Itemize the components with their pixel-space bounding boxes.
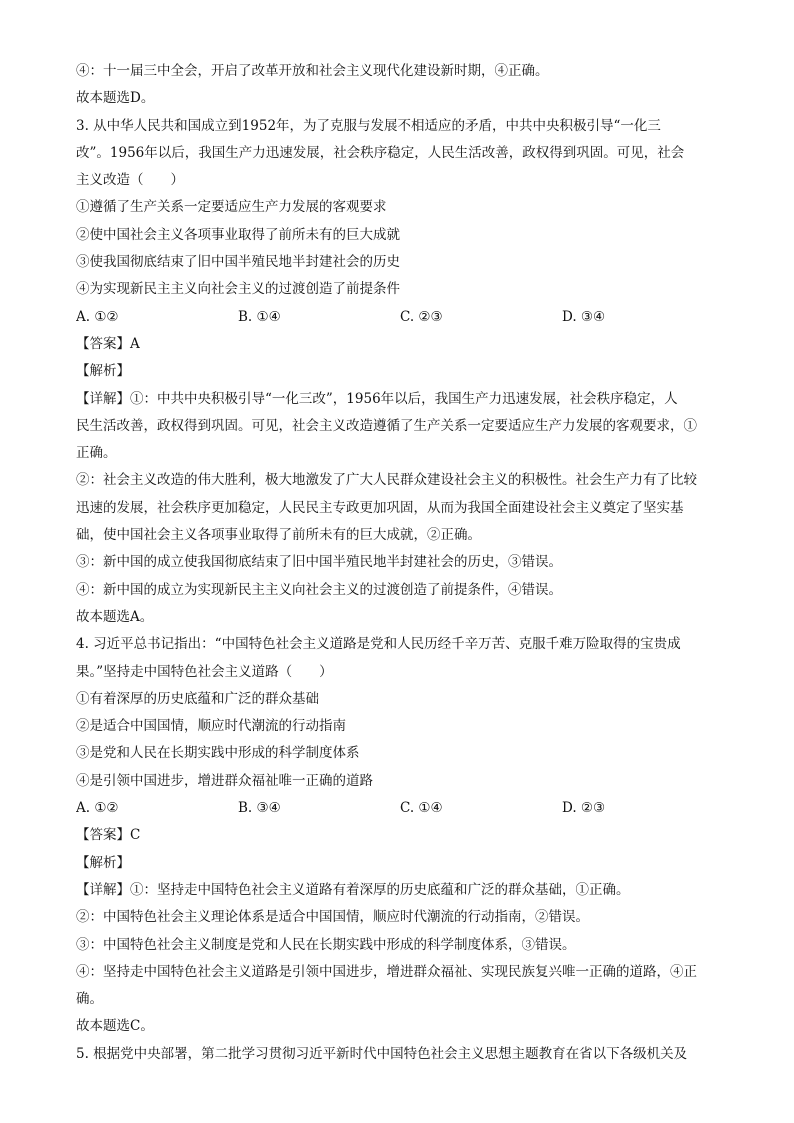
q3-option-b: B. ①④ xyxy=(238,308,281,325)
q3-detail-line-8: ④：新中国的成立为实现新民主主义向社会主义的过渡创造了前提条件，④错误。 xyxy=(76,581,562,598)
q3-analysis-heading: 【解析】 xyxy=(76,363,130,380)
q4-detail-line-2: ②：中国特色社会主义理论体系是适合中国国情，顺应时代潮流的行动指南，②错误。 xyxy=(76,909,589,926)
q3-detail-line-1: 【详解】①：中共中央积极引导“一化三改”，1956年以后，我国生产力迅速发展，社会秩序稳定，人 xyxy=(76,390,678,407)
prev-conclusion: 故本题选D。 xyxy=(76,90,155,107)
q3-option-c: C. ②③ xyxy=(400,308,443,325)
q4-stem-line-1: 4. 习近平总书记指出：“中国特色社会主义道路是党和人民历经千辛万苦、克服千难万险取得的宝贵成 xyxy=(76,636,681,653)
q4-stem-line-2: 果。”坚持走中国特色社会主义道路（ ） xyxy=(76,663,333,680)
q3-detail-line-6: 础，使中国社会主义各项事业取得了前所未有的巨大成就，②正确。 xyxy=(76,527,481,544)
q3-statement-1: ①遵循了生产关系一定要适应生产力发展的客观要求 xyxy=(76,199,387,216)
q3-option-a: A. ①② xyxy=(76,308,119,325)
q4-conclusion: 故本题选C。 xyxy=(76,1018,154,1035)
q4-option-a: A. ①② xyxy=(76,800,119,817)
q4-options xyxy=(76,795,726,822)
q3-statement-3: ③使我国彻底结束了旧中国半殖民地半封建社会的历史 xyxy=(76,254,400,271)
q4-answer: 【答案】C xyxy=(76,827,141,844)
q3-statement-2: ②使中国社会主义各项事业取得了前所未有的巨大成就 xyxy=(76,226,400,243)
q4-option-b: B. ③④ xyxy=(238,800,281,817)
q3-answer: 【答案】A xyxy=(76,335,140,352)
q3-detail-line-4: ②：社会主义改造的伟大胜利，极大地激发了广大人民群众建设社会主义的积极性。社会生产力有了比较 xyxy=(76,472,697,489)
q4-statement-1: ①有着深厚的历史底蕴和广泛的群众基础 xyxy=(76,690,319,707)
q4-statement-2: ②是适合中国国情，顺应时代潮流的行动指南 xyxy=(76,718,346,735)
q4-detail-line-1: 【详解】①：坚持走中国特色社会主义道路有着深厚的历史底蕴和广泛的群众基础，①正确。 xyxy=(76,881,630,898)
q3-detail-line-7: ③：新中国的成立使我国彻底结束了旧中国半殖民地半封建社会的历史，③错误。 xyxy=(76,554,562,571)
q3-statement-4: ④为实现新民主主义向社会主义的过渡创造了前提条件 xyxy=(76,281,400,298)
q4-detail-line-4: ④：坚持走中国特色社会主义道路是引领中国进步，增进群众福祉、实现民族复兴唯一正确的道路，④正 xyxy=(76,963,697,980)
document-page xyxy=(76,58,726,1068)
q3-option-d: D. ③④ xyxy=(562,308,606,325)
q3-detail-line-5: 迅速的发展，社会秩序更加稳定，人民民主专政更加巩固，从而为我国全面建设社会主义奠定了坚实基 xyxy=(76,499,684,516)
q5-stem-line-1: 5. 根据党中央部署，第二批学习贯彻习近平新时代中国特色社会主义思想主题教育在省以下各级机关及 xyxy=(76,1045,688,1062)
q3-stem-line-2: 改”。1956年以后，我国生产力迅速发展，社会秩序稳定，人民生活改善，政权得到巩固。可见，社会 xyxy=(76,144,685,161)
prev-analysis-line: ④：十一届三中全会，开启了改革开放和社会主义现代化建设新时期，④正确。 xyxy=(76,63,549,79)
q4-detail-line-5: 确。 xyxy=(76,991,103,1008)
q4-statement-4: ④是引领中国进步，增进群众福祉唯一正确的道路 xyxy=(76,772,373,789)
q4-option-c: C. ①④ xyxy=(400,800,443,817)
q3-stem-line-1: 3. 从中华人民共和国成立到1952年，为了克服与发展不相适应的矛盾，中共中央积极引导“一化三 xyxy=(76,117,661,134)
q3-options xyxy=(76,304,726,331)
q4-option-d: D. ②③ xyxy=(562,800,606,817)
q4-detail-line-3: ③：中国特色社会主义制度是党和人民在长期实践中形成的科学制度体系，③错误。 xyxy=(76,936,576,953)
q3-stem-line-3: 主义改造（ ） xyxy=(76,172,184,189)
q3-conclusion: 故本题选A。 xyxy=(76,608,154,625)
q4-statement-3: ③是党和人民在长期实践中形成的科学制度体系 xyxy=(76,745,360,762)
q3-detail-line-3: 正确。 xyxy=(76,445,117,462)
q4-analysis-heading: 【解析】 xyxy=(76,854,130,871)
q3-detail-line-2: 民生活改善，政权得到巩固。可见，社会主义改造遵循了生产关系一定要适应生产力发展的客观要求，① xyxy=(76,417,697,434)
